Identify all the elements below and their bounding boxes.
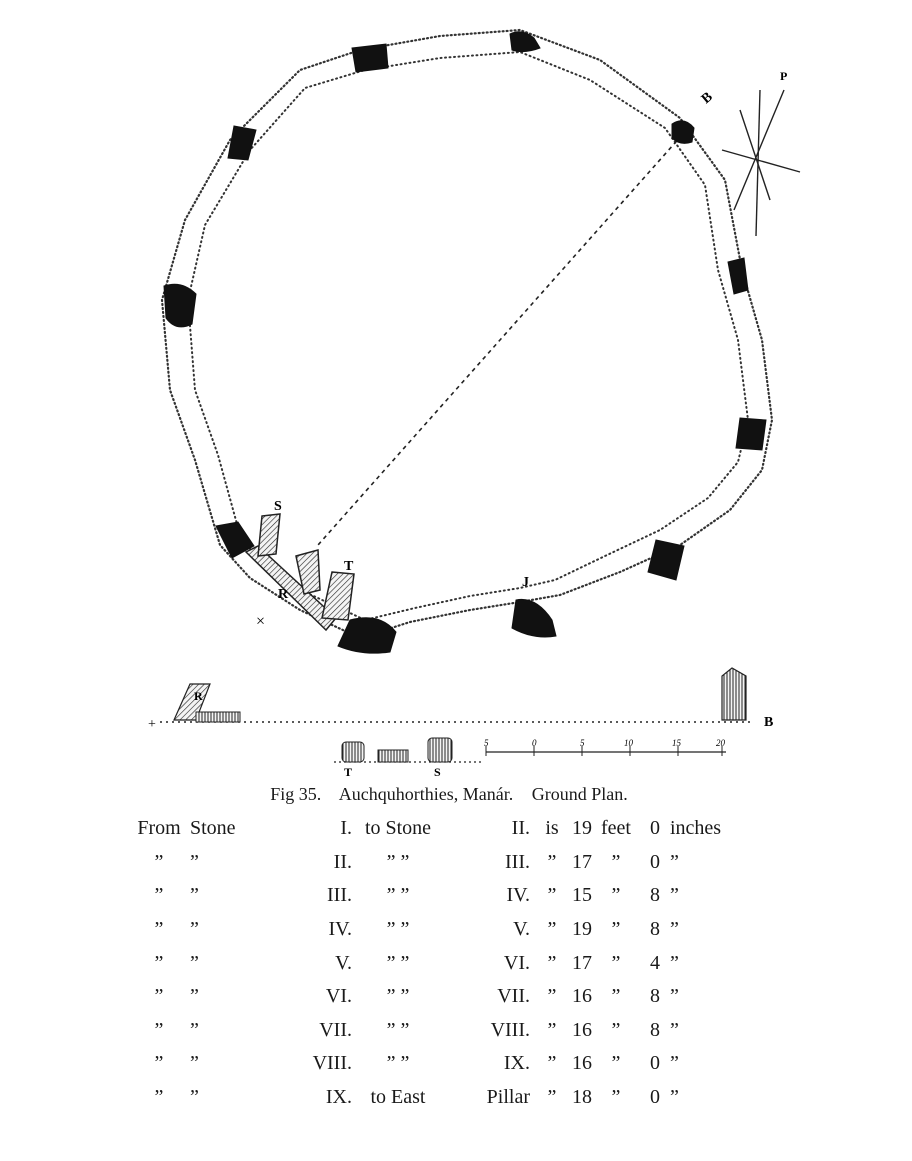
table-cell: ” [611, 951, 621, 974]
marker-cross: × [256, 613, 266, 630]
table-cell: ” [547, 918, 557, 941]
stone-j-letter: J [522, 575, 529, 590]
table-cell: 0 [650, 1052, 660, 1075]
elevation-r-letter: R [194, 689, 203, 703]
elevation-b-letter: B [764, 715, 774, 730]
caption-fig: Fig 35. [270, 784, 322, 804]
table-cell: ” [190, 951, 199, 974]
table-cell: ” [190, 1086, 199, 1109]
scale-tick-label: 5 [484, 738, 489, 748]
table-row [128, 913, 740, 947]
caption-site: Auchquhorthies, Manár. [338, 784, 514, 804]
table-cell: ” [154, 850, 164, 873]
table-cell: 8 [650, 1018, 660, 1041]
table-cell: ” [611, 1052, 621, 1075]
table-cell: ” [190, 985, 199, 1008]
table-cell: ” [670, 1086, 679, 1109]
table-cell: ” [547, 1086, 557, 1109]
table-cell: ” [154, 1018, 164, 1041]
stone-shape [164, 284, 196, 327]
scale-tick-label: 15 [672, 738, 681, 748]
table-cell: ” [154, 1052, 164, 1075]
table-cell: ” [547, 951, 557, 974]
table-cell: ” [611, 918, 621, 941]
table-cell: 8 [650, 918, 660, 941]
table-cell: ” ” [386, 985, 410, 1008]
table-cell: 0 [650, 817, 660, 840]
table-row [128, 980, 740, 1014]
stone-shape [228, 126, 256, 160]
elevation-t-letter: T [344, 765, 353, 779]
table-cell: 16 [572, 1018, 592, 1041]
table-cell: Stone [190, 817, 236, 840]
caption-kind: Ground Plan. [531, 784, 628, 804]
scale-tick-label: 0 [532, 738, 537, 748]
stone-shape [736, 418, 766, 450]
stone-r-letter: R [278, 587, 289, 602]
table-cell: IV. [506, 884, 530, 907]
table-cell: 8 [650, 884, 660, 907]
table-cell: 18 [572, 1086, 592, 1109]
table-cell: ” [547, 850, 557, 873]
diameter-line [318, 135, 682, 545]
table-cell: 15 [572, 884, 592, 907]
table-cell: ” [154, 985, 164, 1008]
elevation-left-cross: + [148, 717, 156, 732]
table-cell: ” [547, 1018, 557, 1041]
table-cell: VIII. [312, 1052, 352, 1075]
flanker-stone-t [322, 572, 354, 620]
flanker-stone-s [258, 514, 280, 556]
stone-t-letter: T [344, 559, 354, 574]
stone-shape [648, 540, 684, 580]
table-cell: ” [670, 884, 679, 907]
table-cell: 0 [650, 850, 660, 873]
table-cell: 16 [572, 1052, 592, 1075]
figure-caption [0, 784, 912, 805]
table-cell: III. [327, 884, 352, 907]
table-cell: ” ” [386, 918, 410, 941]
table-cell: III. [505, 850, 530, 873]
table-cell: is [545, 817, 559, 840]
table-row [128, 1014, 740, 1048]
stone-s-letter: S [274, 499, 282, 514]
table-cell: I. [340, 817, 352, 840]
table-cell: inches [670, 817, 722, 840]
table-cell: 0 [650, 1086, 660, 1109]
table-cell: ” ” [386, 884, 410, 907]
table-cell: 19 [572, 918, 592, 941]
table-cell: 16 [572, 985, 592, 1008]
table-cell: VII. [497, 985, 530, 1008]
table-cell: ” [190, 1052, 199, 1075]
scale-tick-label: 20 [716, 738, 725, 748]
scale-tick-label: 5 [580, 738, 585, 748]
table-cell: ” [670, 951, 679, 974]
table-cell: II. [511, 817, 530, 840]
table-cell: 19 [572, 817, 592, 840]
table-cell: ” [670, 850, 679, 873]
table-row [128, 1081, 740, 1115]
table-cell: ” [611, 850, 621, 873]
stone-shape [352, 44, 388, 72]
table-cell: 17 [572, 951, 592, 974]
table-cell: ” [670, 985, 679, 1008]
table-cell: ” [547, 985, 557, 1008]
table-cell: II. [333, 850, 352, 873]
table-row [128, 946, 740, 980]
table-cell: Pillar [486, 1086, 530, 1109]
table-cell: 4 [650, 951, 660, 974]
table-cell: ” [670, 1052, 679, 1075]
table-cell: feet [601, 817, 631, 840]
elevation-east-pillar [722, 668, 746, 720]
stone-shape [512, 599, 556, 637]
stone-shape [672, 121, 694, 144]
table-cell: V. [513, 918, 530, 941]
table-cell: IX. [325, 1086, 352, 1109]
table-cell: From [137, 817, 181, 840]
table-cell: ” [190, 850, 199, 873]
table-cell: V. [335, 951, 352, 974]
table-cell: ” [154, 1086, 164, 1109]
table-cell: ” [154, 884, 164, 907]
elevation-stone-s [428, 738, 452, 762]
table-cell: ” [611, 1018, 621, 1041]
table-row [128, 879, 740, 913]
scale-bar [486, 746, 726, 756]
table-cell: VIII. [490, 1018, 530, 1041]
table-cell: ” [670, 918, 679, 941]
table-cell: ” ” [386, 951, 410, 974]
table-cell: VI. [325, 985, 352, 1008]
table-cell: ” [190, 918, 199, 941]
table-cell: to Stone [364, 817, 432, 840]
table-cell: IV. [328, 918, 352, 941]
table-cell: 17 [572, 850, 592, 873]
scale-tick-label: 10 [624, 738, 633, 748]
elevation-stone-t [342, 742, 364, 762]
table-cell: VI. [503, 951, 530, 974]
table-row [128, 846, 740, 880]
table-cell: ” [670, 1018, 679, 1041]
table-cell: ” [154, 918, 164, 941]
elevation-stone-mid [378, 750, 408, 762]
table-cell: to East [370, 1086, 426, 1109]
table-cell: ” [547, 1052, 557, 1075]
table-cell: ” ” [386, 850, 410, 873]
table-cell: ” ” [386, 1052, 410, 1075]
table-cell: ” [611, 1086, 621, 1109]
table-cell: ” [611, 985, 621, 1008]
stone-shape [338, 618, 396, 653]
table-cell: ” [611, 884, 621, 907]
table-cell: ” [190, 1018, 199, 1041]
stone-shape [728, 258, 748, 294]
table-cell: IX. [503, 1052, 530, 1075]
compass-p-letter: P [780, 69, 788, 83]
compass-icon [722, 90, 800, 236]
table-row [128, 1047, 740, 1081]
elevation-s-letter: S [434, 765, 441, 779]
table-cell: ” [547, 884, 557, 907]
table-cell: VII. [319, 1018, 352, 1041]
table-cell: ” [190, 884, 199, 907]
stone-shape [510, 32, 540, 52]
table-row [128, 812, 740, 846]
table-cell: ” ” [386, 1018, 410, 1041]
elevation-slab [196, 712, 240, 722]
point-b-letter: B [698, 89, 716, 108]
table-cell: ” [154, 951, 164, 974]
table-cell: 8 [650, 985, 660, 1008]
distance-table [128, 812, 740, 1114]
